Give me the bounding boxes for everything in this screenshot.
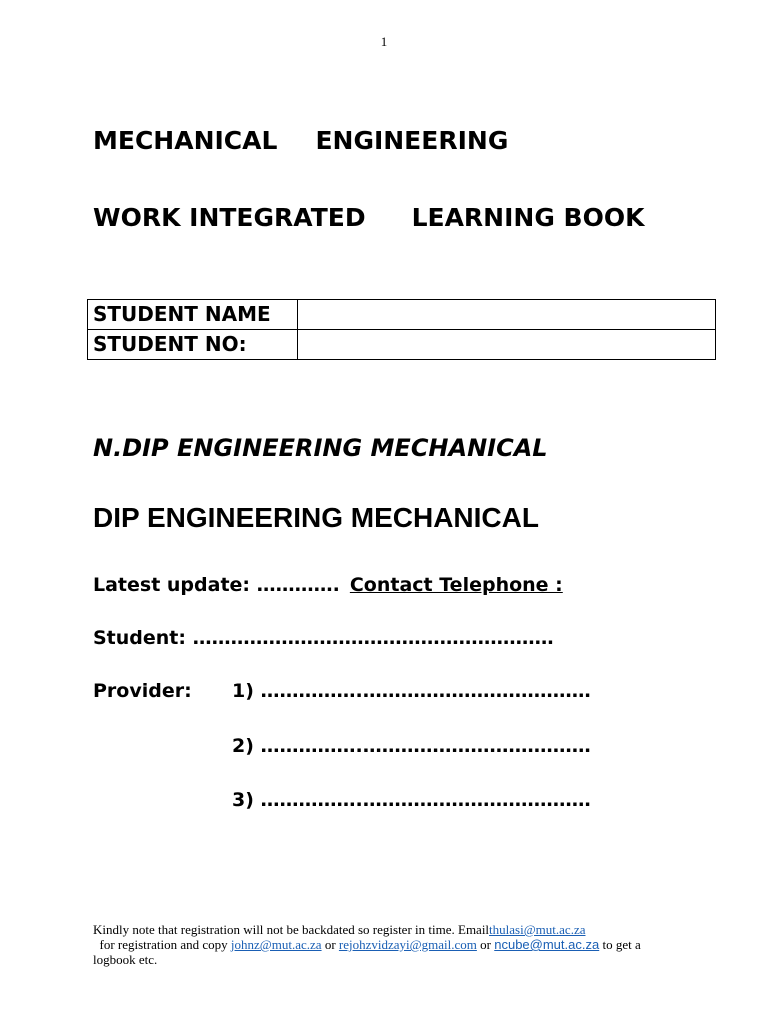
- student-line: Student: …………………………………………………: [93, 627, 554, 649]
- footer-text-1: Kindly note that registration will not be backdated so register in time. Email: [93, 922, 490, 937]
- footer-text-3: or: [321, 937, 339, 952]
- student-number-row: [88, 330, 716, 360]
- provider-line-1: [93, 680, 591, 702]
- heading-work-integrated-learning-book: [93, 203, 645, 232]
- student-info-table: [87, 299, 716, 360]
- student-name-label: STUDENT NAME: [88, 300, 298, 330]
- email-link-ncube[interactable]: ncube@mut.ac.za: [494, 937, 600, 952]
- email-link-johnz[interactable]: johnz@mut.ac.za: [230, 937, 322, 952]
- latest-update-label: Latest update: ………….: [93, 574, 340, 596]
- provider-3-blank: 3) …………….………………………………: [232, 789, 591, 811]
- registration-note: [93, 922, 673, 967]
- email-link-rejohzvidzayi[interactable]: rejohzvidzayi@gmail.com: [338, 937, 477, 952]
- latest-update-line: [93, 574, 563, 596]
- student-name-row: [88, 300, 716, 330]
- heading2-part2: LEARNING BOOK: [411, 203, 645, 232]
- student-number-field[interactable]: [298, 330, 716, 360]
- provider-1-blank: 1) …………….………………………………: [232, 680, 591, 702]
- provider-2-blank: 2) …………….………………………………: [232, 735, 591, 757]
- footer-text-5: to get a logbook etc.: [93, 937, 641, 967]
- footer-text-4: or: [476, 937, 495, 952]
- page-number: 1: [380, 34, 388, 49]
- student-name-field[interactable]: [298, 300, 716, 330]
- provider-line-3: [93, 789, 591, 811]
- contact-telephone-label: Contact Telephone :: [349, 574, 563, 596]
- footer-text-2: for registration and copy: [93, 937, 231, 952]
- program-dip-title: DIP ENGINEERING MECHANICAL: [93, 502, 539, 533]
- heading1-part1: MECHANICAL: [93, 126, 278, 155]
- program-ndip-title: N.DIP ENGINEERING MECHANICAL: [93, 434, 548, 462]
- provider-label: Provider:: [93, 680, 192, 702]
- student-number-label: STUDENT NO:: [88, 330, 298, 360]
- heading1-part2: ENGINEERING: [315, 126, 509, 155]
- email-link-thulasi[interactable]: thulasi@mut.ac.za: [489, 922, 586, 937]
- provider-line-2: [93, 735, 591, 757]
- heading2-part1: WORK INTEGRATED: [93, 203, 366, 232]
- heading-mechanical-engineering: [93, 126, 508, 155]
